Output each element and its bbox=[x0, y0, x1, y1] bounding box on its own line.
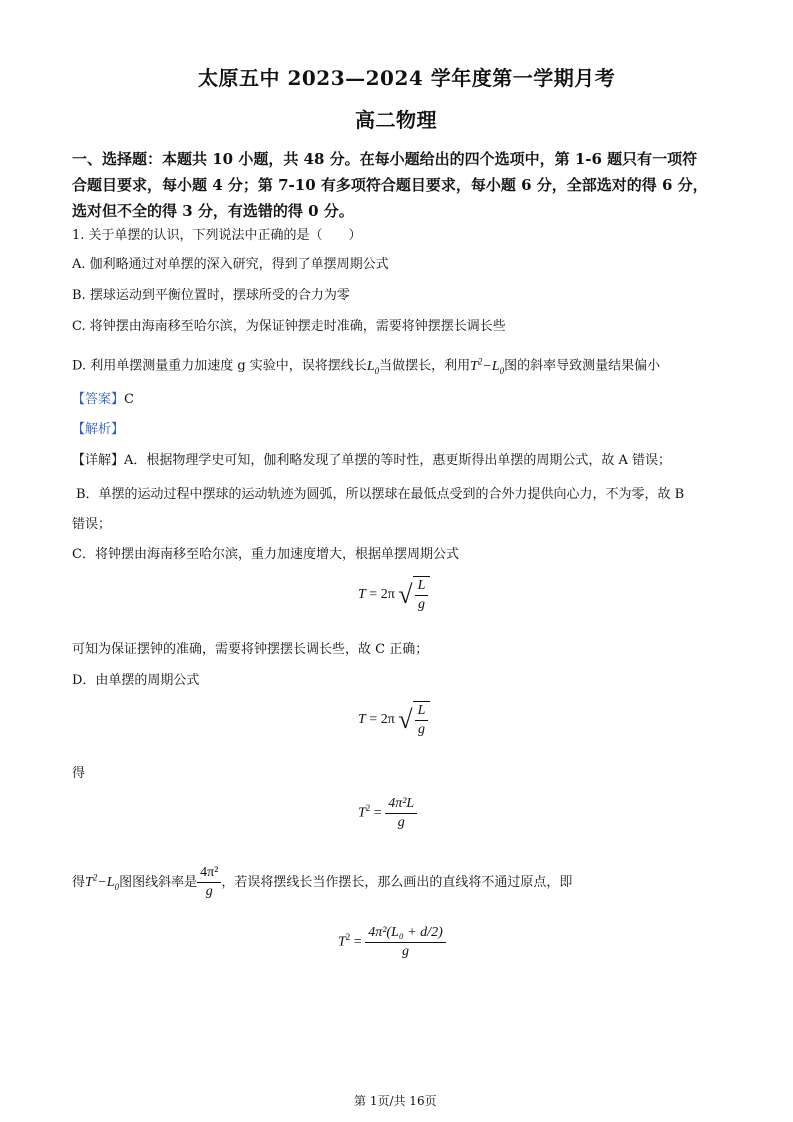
de-label: 得 bbox=[72, 766, 86, 781]
detail-d-line1: D．由单摆的周期公式 bbox=[72, 673, 200, 688]
option-d-prefix: D. 利用单摆测量重力加速度 g 实验中，误将摆线长 bbox=[72, 358, 367, 374]
detail-c-line1: C．将钟摆由海南移至哈尔滨，重力加速度增大，根据单摆周期公式 bbox=[72, 547, 459, 562]
option-b: B. 摆球运动到平衡位置时，摆球所受的合力为零 bbox=[72, 288, 350, 303]
detail-b-line1: B．单摆的运动过程中摆球的运动轨迹为圆弧，所以摆球在最低点受到的合外力提供向心力，不为零，故 B bbox=[76, 487, 685, 502]
period-formula-1: T = 2π √ $\frac{L}{g}$ bbox=[358, 576, 430, 614]
option-a: A. 伽利略通过对单摆的深入研究，得到了单摆周期公式 bbox=[72, 257, 389, 272]
question-1-stem: 1. 关于单摆的认识，下列说法中正确的是（ ） bbox=[72, 228, 362, 243]
slope-fraction: $\frac{\text{4π²}}{g}$ bbox=[197, 864, 221, 901]
section-instructions-line3: 选对但不全的得 3 分，有选错的得 0 分。 bbox=[72, 202, 354, 220]
detail-a-text: A．根据物理学史可知，伽利略发现了单摆的等时性，惠更斯得出单摆的周期公式，故 A 错误； bbox=[124, 453, 672, 468]
t-squared-formula: $T^2$ = $\frac{\text{4π²L}}{g}$ bbox=[358, 795, 417, 832]
detail-b-line2: 错误； bbox=[72, 517, 112, 532]
period-formula-2: T = 2π √ $\frac{L}{g}$ bbox=[358, 701, 430, 739]
section-instructions-line1: 一、选择题：本题共 10 小题，共 48 分。在每小题给出的四个选项中，第 1-6 题只有一项符 bbox=[72, 150, 698, 168]
page-footer: 第 1页/共 16页 bbox=[354, 1094, 437, 1108]
option-d bbox=[72, 351, 660, 380]
slope-line: 得$T^2-L_0$图图线斜率是 $\frac{\text{4π²}}{g}$ ，若误将摆线长当作摆长，那么画出的直线将不通过原点，即 bbox=[72, 865, 573, 899]
exam-title: 太原五中 2023—2024 学年度第一学期月考 bbox=[198, 66, 616, 90]
section-instructions-line2: 合题目要求，每小题 4 分；第 7-10 有多项符合题目要求，每小题 6 分，全部选对的得 6 分， bbox=[72, 176, 708, 194]
detail-c-line2: 可知为保证摆钟的准确，需要将钟摆摆长调长些，故 C 正确； bbox=[72, 642, 429, 657]
option-d-mid: 当做摆长，利用 bbox=[379, 358, 471, 374]
final-formula: $T^2$ = $\frac{\text{4π²(L₀ + d/2)}}{g}$ bbox=[338, 924, 446, 961]
analysis-tag: 【解析】 bbox=[72, 422, 125, 437]
detail-a bbox=[72, 451, 671, 471]
answer-tag: 【答案】 bbox=[72, 392, 125, 407]
answer-value: C bbox=[124, 392, 134, 407]
subject-title: 高二物理 bbox=[355, 108, 437, 132]
answer-line bbox=[72, 390, 134, 410]
option-c: C. 将钟摆由海南移至哈尔滨，为保证钟摆走时准确，需要将钟摆摆长调长些 bbox=[72, 319, 506, 334]
t2-l0-graph: $T^2-L_0$ bbox=[85, 872, 120, 892]
l0-symbol: $L_0$ bbox=[366, 358, 380, 376]
option-d-suffix: 图的斜率导致测量结果偏小 bbox=[504, 358, 661, 374]
t2-l0-symbol: $T^2-L_0$ bbox=[470, 356, 505, 376]
detail-tag: 【详解】 bbox=[72, 453, 125, 468]
